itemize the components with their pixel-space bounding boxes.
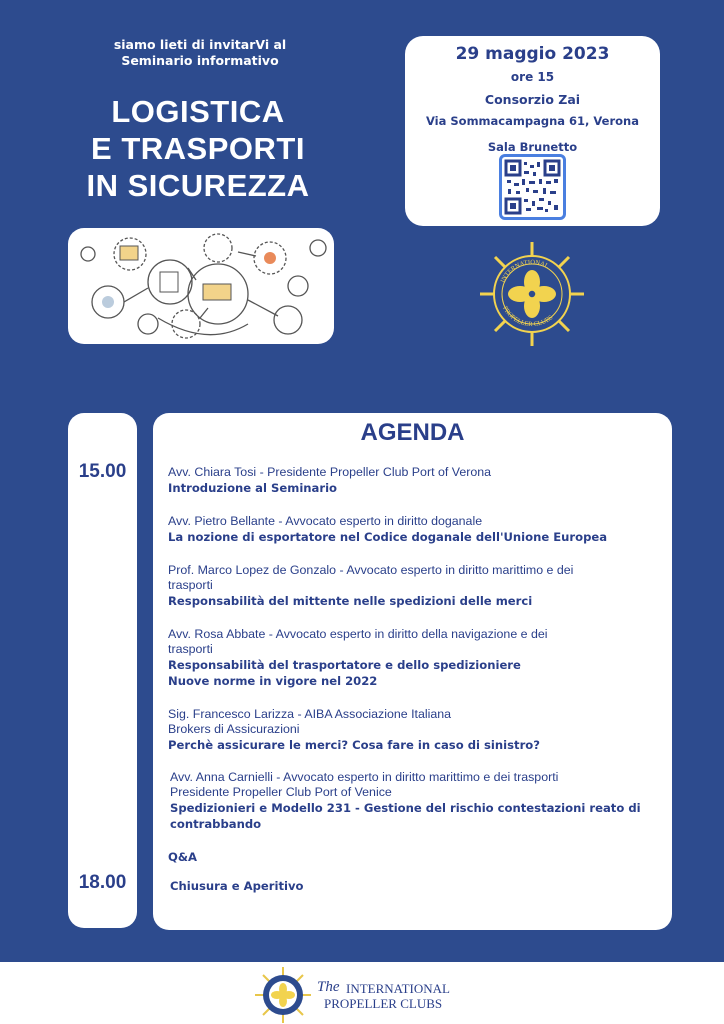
time-column <box>68 413 137 928</box>
speaker: trasporti <box>168 578 213 592</box>
logistics-network-icon <box>68 228 334 344</box>
agenda-title: AGENDA <box>360 419 465 446</box>
speaker: Prof. Marco Lopez de Gonzalo - Avvocato esperto in diritto marittimo e dei <box>168 563 574 577</box>
topic: contrabbando <box>170 817 262 831</box>
topic: Spedizionieri e Modello 231 - Gestione del rischio contestazioni reato di <box>170 801 641 815</box>
topic: Nuove norme in vigore nel 2022 <box>168 674 378 688</box>
agenda-panel <box>153 413 672 930</box>
end-time: 18.00 <box>78 872 127 893</box>
ship-wheel-logo-icon <box>478 240 586 348</box>
footer-logo-icon <box>254 966 312 1024</box>
logo-text-top: INTERNATIONAL <box>499 258 550 284</box>
event-room: Sala Brunetto <box>487 140 578 154</box>
footer-line1: INTERNATIONAL <box>346 981 450 996</box>
title-line: LOGISTICA <box>111 94 285 129</box>
speaker: Sig. Francesco Larizza - AIBA Associazione Italiana <box>168 707 452 721</box>
qr-code[interactable] <box>499 154 566 220</box>
speaker: Avv. Chiara Tosi - Presidente Propeller Club Port of Verona <box>168 465 492 479</box>
propeller-club-logo <box>478 240 586 352</box>
speaker: Brokers di Assicurazioni <box>168 722 300 736</box>
topic: Perchè assicurare le merci? Cosa fare in caso di sinistro? <box>168 738 540 752</box>
start-time: 15.00 <box>78 461 127 482</box>
intro-line: siamo lieti di invitarVi al <box>113 37 287 52</box>
event-date: 29 maggio 2023 <box>455 44 610 64</box>
intro-line: Seminario informativo <box>121 53 279 68</box>
event-address: Via Sommacampagna 61, Verona <box>425 114 639 128</box>
event-venue: Consorzio Zai <box>484 92 581 107</box>
speaker: Avv. Anna Carnielli - Avvocato esperto in diritto marittimo e dei trasporti <box>170 770 559 784</box>
qr-code-icon <box>502 157 563 217</box>
topic: La nozione di esportatore nel Codice doganale dell'Unione Europea <box>168 530 608 544</box>
title-line: IN SICUREZZA <box>86 168 310 203</box>
speaker: Avv. Pietro Bellante - Avvocato esperto in diritto doganale <box>168 514 483 528</box>
invitation-text <box>60 37 340 69</box>
footer <box>0 962 724 1024</box>
topic: Responsabilità del trasportatore e dello spedizioniere <box>168 658 521 672</box>
footer-the: The <box>317 979 340 995</box>
topic: Responsabilità del mittente nelle spedizioni delle merci <box>168 594 533 608</box>
event-info-card <box>405 36 660 226</box>
event-time: ore 15 <box>510 70 555 84</box>
logistics-illustration <box>68 228 334 344</box>
title-line: E TRASPORTI <box>91 131 305 166</box>
logo-text-bottom: PROPELLER CLUBS <box>501 305 555 329</box>
footer-line2: PROPELLER CLUBS <box>324 996 443 1011</box>
speaker: Avv. Rosa Abbate - Avvocato esperto in diritto della navigazione e dei <box>168 627 548 641</box>
qa-session: Q&A <box>168 850 197 864</box>
speaker: trasporti <box>168 642 213 656</box>
speaker: Presidente Propeller Club Port of Venice <box>170 785 392 799</box>
topic: Introduzione al Seminario <box>168 481 338 495</box>
closing: Chiusura e Aperitivo <box>170 879 304 893</box>
seminar-title <box>40 93 356 204</box>
